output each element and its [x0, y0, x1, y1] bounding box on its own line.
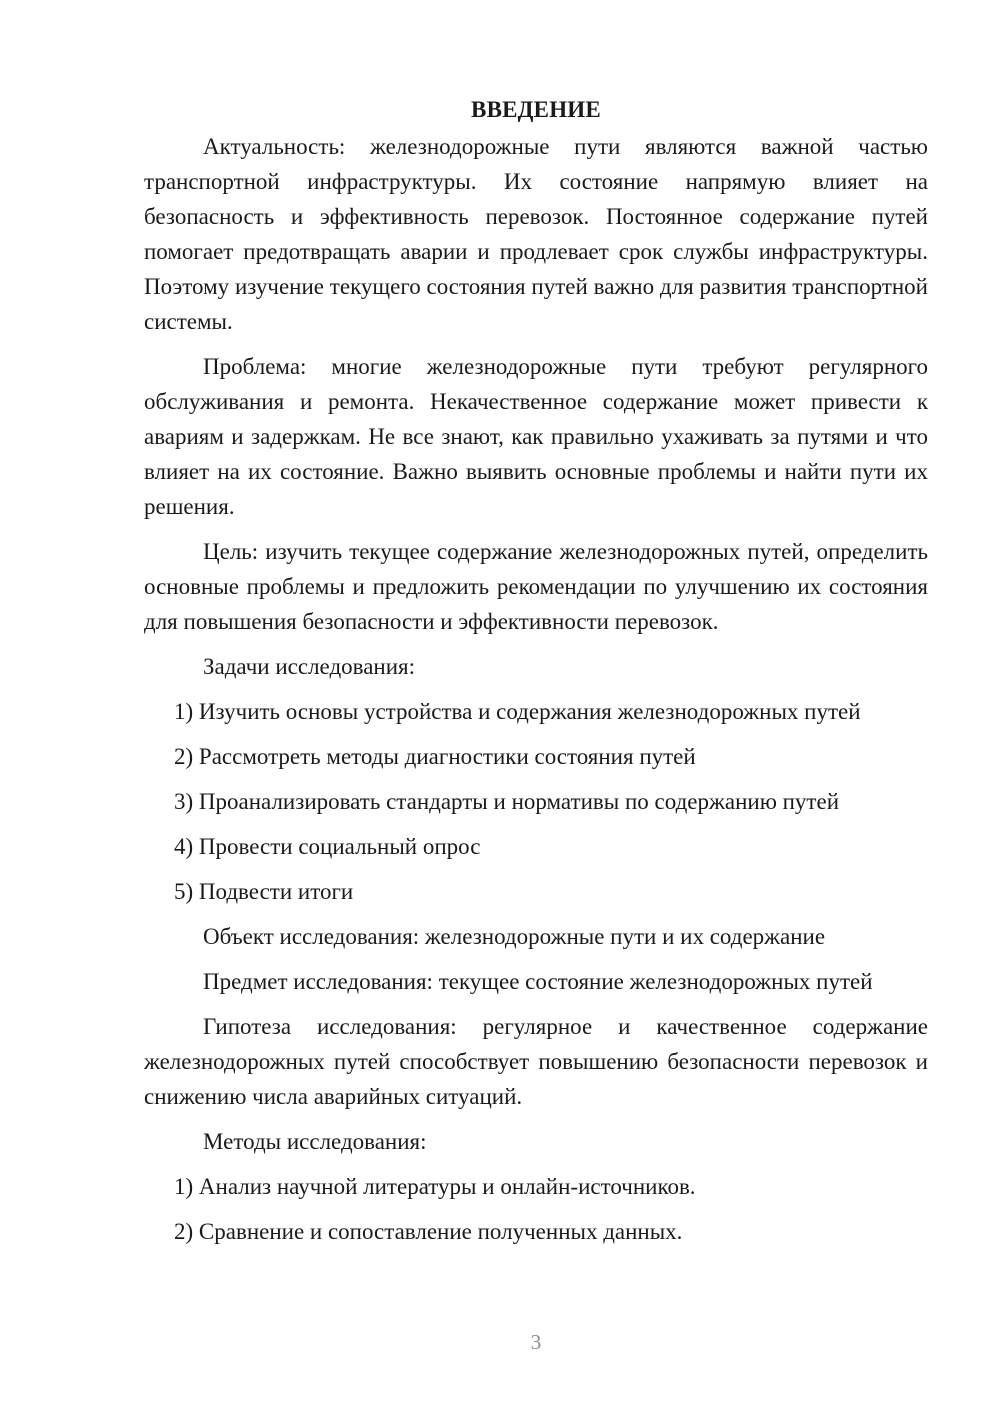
paragraph-spacer: [144, 524, 928, 534]
section-title: ВВЕДЕНИЕ: [471, 97, 601, 122]
paragraph-spacer: [144, 1114, 928, 1124]
tasks-heading: Задачи исследования:: [203, 654, 416, 679]
task-item: 4) Провести социальный опрос: [174, 834, 481, 859]
page-number: 3: [530, 1330, 542, 1354]
hypothesis-paragraph: Гипотеза исследования: регулярное и качественное содержание железнодорожных путей способствует повышению безопасности перевозок и снижению числа аварийных ситуаций.: [144, 1014, 928, 1109]
paragraph-spacer: [144, 909, 928, 919]
paragraph-spacer: [144, 1159, 928, 1169]
page-content: [144, 92, 928, 1249]
methods-heading: Методы исследования:: [203, 1129, 427, 1154]
relevance-paragraph: Актуальность: железнодорожные пути являются важной частью транспортной инфраструктуры. Их состояние напрямую влияет на безопасность и эффективность перевозок. Постоянное содержание путей помогает предотвращать аварии и продлевает срок службы инфраструктуры. Поэтому изучение текущего состояния путей важно для развития транспортной системы.: [144, 134, 928, 334]
paragraph-spacer: [144, 684, 928, 694]
paragraph-spacer: [144, 774, 928, 784]
paragraph-spacer: [144, 819, 928, 829]
task-item: 5) Подвести итоги: [174, 879, 354, 904]
paragraph-spacer: [144, 339, 928, 349]
object-line: Объект исследования: железнодорожные пути и их содержание: [203, 924, 826, 949]
subject-line: Предмет исследования: текущее состояние железнодорожных путей: [203, 969, 873, 994]
paragraph-spacer: [144, 864, 928, 874]
paragraph-spacer: [144, 639, 928, 649]
method-item: 1) Анализ научной литературы и онлайн-источников.: [174, 1174, 696, 1199]
paragraph-spacer: [144, 1204, 928, 1214]
task-item: 3) Проанализировать стандарты и нормативы по содержанию путей: [174, 789, 840, 814]
method-item: 2) Сравнение и сопоставление полученных данных.: [174, 1219, 683, 1244]
task-item: 2) Рассмотреть методы диагностики состояния путей: [174, 744, 696, 769]
problem-paragraph: Проблема: многие железнодорожные пути требуют регулярного обслуживания и ремонта. Некачественное содержание может привести к авариям и задержкам. Не все знают, как правильно ухаживать за путями и что влияет на их состояние. Важно выявить основные проблемы и найти пути их решения.: [144, 354, 928, 519]
paragraph-spacer: [144, 954, 928, 964]
task-item: 1) Изучить основы устройства и содержания железнодорожных путей: [174, 699, 861, 724]
paragraph-spacer: [144, 729, 928, 739]
paragraph-spacer: [144, 999, 928, 1009]
goal-paragraph: Цель: изучить текущее содержание железнодорожных путей, определить основные проблемы и предложить рекомендации по улучшению их состояния для повышения безопасности и эффективности перевозок.: [144, 539, 928, 634]
